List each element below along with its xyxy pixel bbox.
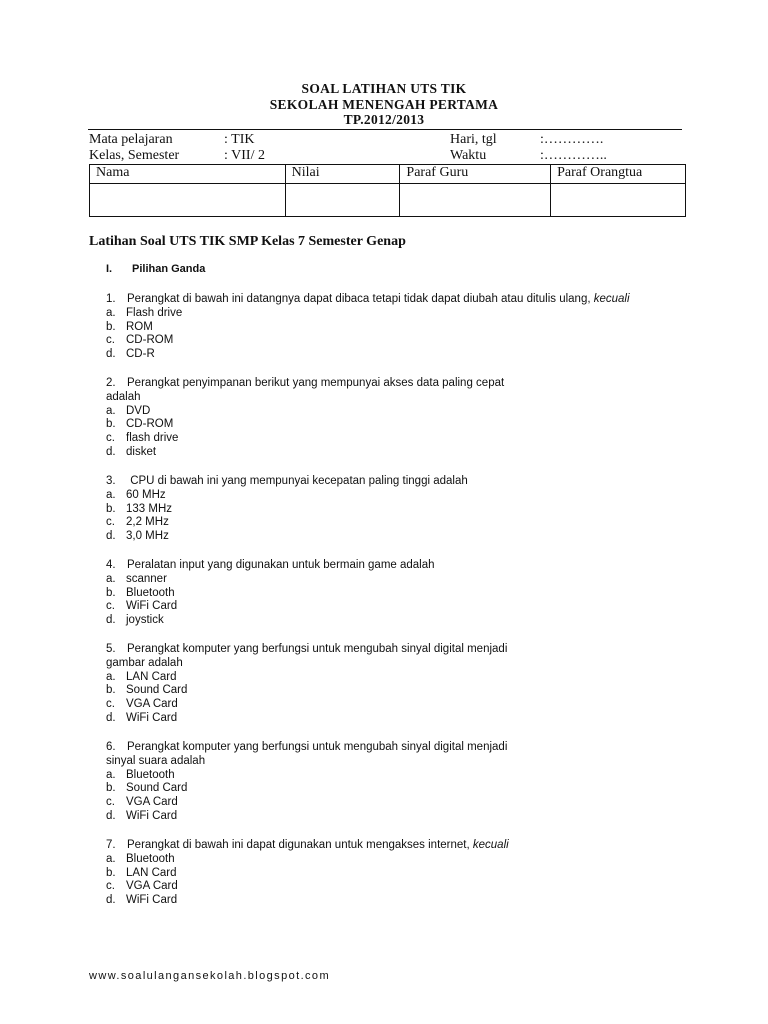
text-segment: CD-ROM — [126, 418, 174, 431]
kelas-label: Kelas, Semester — [89, 148, 180, 163]
answer-option — [106, 671, 507, 685]
option-letter: b. — [106, 502, 116, 515]
question-number: 2. — [106, 377, 116, 389]
option-letter: a. — [106, 768, 116, 781]
answer-option — [106, 600, 435, 614]
answer-option — [106, 587, 435, 601]
option-letter: b. — [106, 866, 116, 879]
text-segment: DVD — [126, 404, 151, 417]
answer-option — [106, 348, 630, 362]
hari-value: :…………. — [540, 132, 604, 147]
question-3 — [106, 475, 468, 544]
answer-option — [106, 853, 509, 867]
header-nama: Nama — [90, 165, 286, 184]
text-segment: 2,2 MHz — [126, 516, 169, 529]
option-letter: a. — [106, 572, 116, 585]
cell-nama — [90, 184, 286, 217]
answer-option — [106, 307, 630, 321]
option-letter: b. — [106, 782, 116, 795]
option-letter: d. — [106, 614, 116, 627]
text-segment: Perangkat komputer yang berfungsi untuk mengubah sinyal digital menjadi — [127, 741, 508, 753]
text-segment: Bluetooth — [126, 586, 175, 599]
text-segment: joystick — [126, 614, 164, 627]
section-number: I. — [106, 263, 113, 275]
header-paraf-guru: Paraf Guru — [400, 165, 551, 184]
kelas-value: : VII/ 2 — [224, 148, 265, 163]
identity-table — [89, 164, 686, 217]
text-segment: WiFi Card — [126, 809, 178, 822]
answer-option — [106, 321, 630, 335]
header-divider — [88, 129, 682, 130]
question-text — [106, 741, 507, 755]
waktu-value: :………….. — [540, 148, 607, 163]
answer-option — [106, 446, 504, 460]
answer-option — [106, 405, 504, 419]
answer-option — [106, 614, 435, 628]
question-2 — [106, 377, 504, 460]
option-letter: b. — [106, 418, 116, 431]
header-nilai: Nilai — [285, 165, 400, 184]
text-segment: Perangkat komputer yang berfungsi untuk mengubah sinyal digital menjadi — [127, 643, 508, 655]
text-segment: LAN Card — [126, 670, 177, 683]
text-segment: VGA Card — [126, 698, 178, 711]
text-segment: WiFi Card — [126, 600, 178, 613]
question-6 — [106, 741, 507, 824]
question-text — [106, 377, 504, 391]
text-segment: Perangkat di bawah ini datangnya dapat dibaca tetapi tidak dapat diubah atau ditulis ulang, — [127, 293, 591, 305]
question-7 — [106, 839, 509, 908]
answer-option — [106, 894, 509, 908]
cell-paraf-orangtua — [551, 184, 686, 217]
text-segment: Sound Card — [126, 684, 188, 697]
option-letter: a. — [106, 488, 116, 501]
option-letter: a. — [106, 670, 116, 683]
option-letter: c. — [106, 796, 115, 809]
question-number: 3. — [106, 475, 116, 487]
option-letter: c. — [106, 334, 115, 347]
header-paraf-orangtua: Paraf Orangtua — [551, 165, 686, 184]
answer-option — [106, 712, 507, 726]
option-letter: c. — [106, 698, 115, 711]
question-number: 6. — [106, 741, 116, 753]
answer-option — [106, 867, 509, 881]
cell-nilai — [285, 184, 400, 217]
option-letter: d. — [106, 809, 116, 822]
answer-option — [106, 810, 507, 824]
text-segment: kecuali — [472, 839, 509, 851]
text-segment: CPU di bawah ini yang mempunyai kecepatan paling tinggi adalah — [127, 475, 468, 487]
text-segment: VGA Card — [126, 880, 178, 893]
option-letter: d. — [106, 445, 116, 458]
question-5 — [106, 643, 507, 726]
answer-option — [106, 684, 507, 698]
answer-option — [106, 489, 468, 503]
question-text-cont: gambar adalah — [106, 656, 183, 669]
text-segment: scanner — [126, 572, 167, 585]
text-segment: 3,0 MHz — [126, 530, 169, 543]
option-letter: d. — [106, 894, 116, 907]
text-segment: WiFi Card — [126, 894, 178, 907]
answer-option — [106, 769, 507, 783]
section-heading — [106, 263, 205, 275]
text-segment: flash drive — [126, 432, 179, 445]
question-text — [106, 293, 630, 307]
footer-url[interactable]: www.soalulangansekolah.blogspot.com — [89, 970, 331, 982]
waktu-label: Waktu — [450, 148, 487, 163]
option-letter: c. — [106, 516, 115, 529]
text-segment: Flash drive — [126, 306, 183, 319]
text-segment: Perangkat di bawah ini dapat digunakan untuk mengakses internet, — [127, 839, 470, 851]
option-letter: c. — [106, 432, 115, 445]
text-segment: Bluetooth — [126, 768, 175, 781]
answer-option — [106, 782, 507, 796]
text-segment: CD-R — [126, 348, 155, 361]
answer-option — [106, 880, 509, 894]
option-letter: d. — [106, 348, 116, 361]
question-text — [106, 643, 507, 657]
exercise-subtitle: Latihan Soal UTS TIK SMP Kelas 7 Semester Genap — [89, 234, 406, 249]
question-number: 1. — [106, 293, 116, 305]
text-segment: LAN Card — [126, 866, 177, 879]
answer-option — [106, 698, 507, 712]
text-segment: Perangkat penyimpanan berikut yang mempunyai akses data paling cepat — [127, 377, 505, 389]
option-letter: a. — [106, 404, 116, 417]
option-letter: b. — [106, 586, 116, 599]
option-letter: b. — [106, 684, 116, 697]
text-segment: VGA Card — [126, 796, 178, 809]
answer-option — [106, 516, 468, 530]
text-segment: kecuali — [593, 293, 630, 305]
text-segment: disket — [126, 445, 157, 458]
doc-title: SOAL LATIHAN UTS TIK — [301, 81, 467, 96]
text-segment: Peralatan input yang digunakan untuk bermain game adalah — [127, 559, 435, 571]
question-text-cont: adalah — [106, 390, 141, 403]
question-text-cont: sinyal suara adalah — [106, 754, 206, 767]
option-letter: a. — [106, 852, 116, 865]
question-text — [106, 475, 468, 489]
mapel-value: : TIK — [224, 132, 255, 147]
text-segment: 133 MHz — [126, 502, 173, 515]
text-segment: ROM — [126, 320, 153, 333]
option-letter: a. — [106, 306, 116, 319]
text-segment: 60 MHz — [126, 488, 166, 501]
option-letter: d. — [106, 530, 116, 543]
school-name: SEKOLAH MENENGAH PERTAMA — [269, 97, 499, 112]
mapel-label: Mata pelajaran — [89, 132, 173, 147]
answer-option — [106, 503, 468, 517]
option-letter: c. — [106, 600, 115, 613]
section-title: Pilihan Ganda — [132, 263, 206, 275]
text-segment: Sound Card — [126, 782, 188, 795]
question-1 — [106, 293, 630, 362]
answer-option — [106, 573, 435, 587]
question-4 — [106, 559, 435, 628]
school-year: TP.2012/2013 — [343, 112, 425, 127]
text-segment: WiFi Card — [126, 711, 178, 724]
question-text — [106, 839, 509, 853]
option-letter: c. — [106, 880, 115, 893]
question-text — [106, 559, 435, 573]
answer-option — [106, 530, 468, 544]
text-segment: Bluetooth — [126, 852, 175, 865]
question-number: 7. — [106, 839, 116, 851]
answer-option — [106, 432, 504, 446]
question-number: 4. — [106, 559, 116, 571]
answer-option — [106, 796, 507, 810]
text-segment: CD-ROM — [126, 334, 174, 347]
question-number: 5. — [106, 643, 116, 655]
cell-paraf-guru — [400, 184, 551, 217]
answer-option — [106, 418, 504, 432]
option-letter: d. — [106, 711, 116, 724]
answer-option — [106, 334, 630, 348]
option-letter: b. — [106, 320, 116, 333]
hari-label: Hari, tgl — [450, 132, 497, 147]
